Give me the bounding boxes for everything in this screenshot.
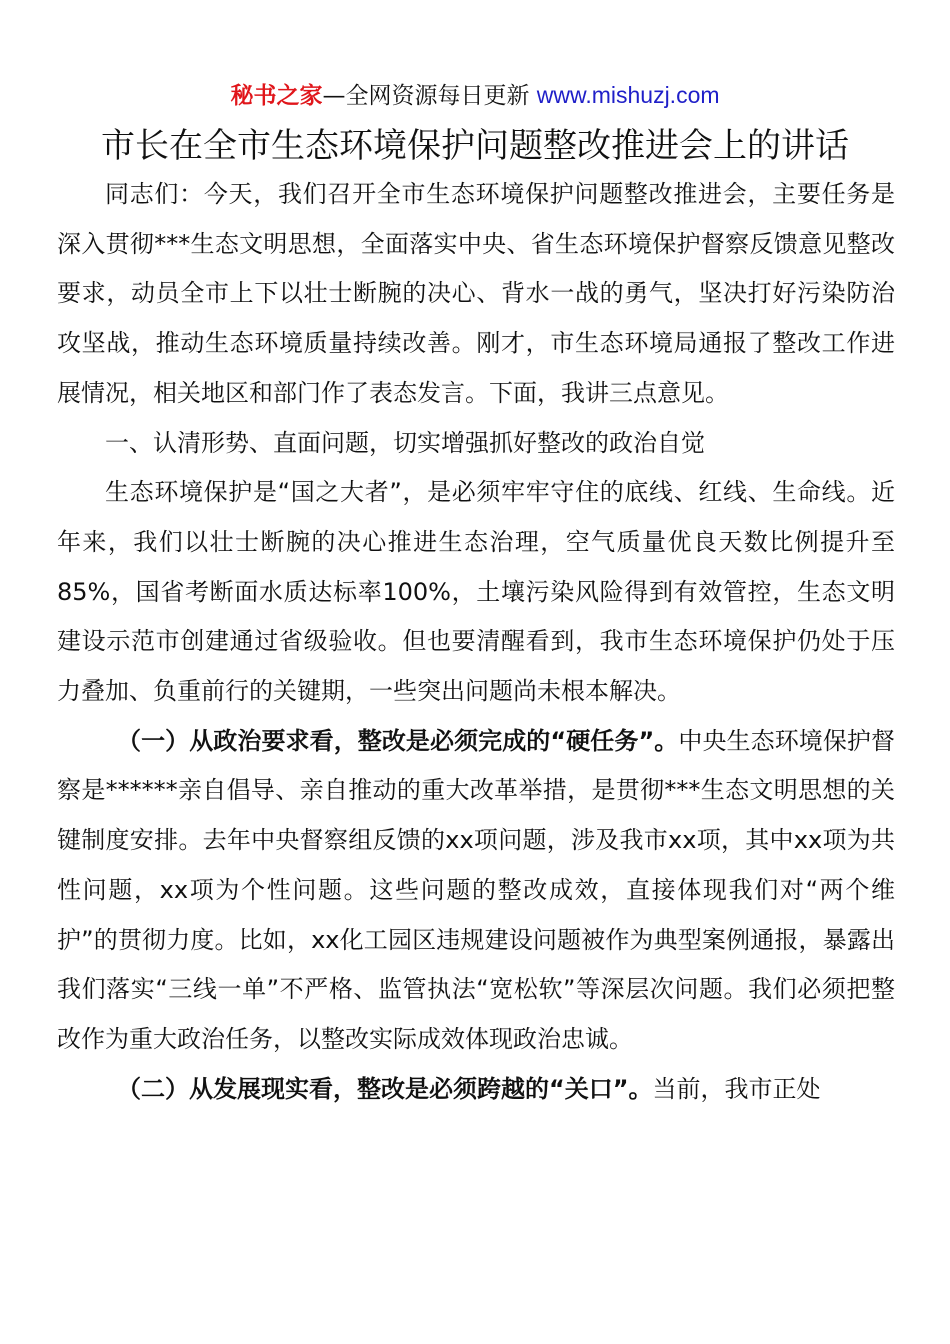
point-paragraph xyxy=(57,1065,895,1115)
point-body: 中央生态环境保护督察是******亲自倡导、亲自推动的重大改革举措，是贯彻***生态文明思想的关键制度安排。去年中央督察组反馈的xx项问题，涉及我市xx项，其中xx项为共性问题，xx项为个性问题。这些问题的整改成效，直接体现我们对“两个维护”的贯彻力度。比如，xx化工园区违规建设问题被作为典型案例通报，暴露出我们落实“三线一单”不严格、监管执法“宽松软”等深层次问题。我们必须把整改作为重大政治任务，以整改实际成效体现政治忠诚。 xyxy=(57,726,896,1053)
site-tagline: —全网资源每日更新 xyxy=(322,83,537,109)
point-body: 当前，我市正处 xyxy=(652,1074,821,1103)
site-header xyxy=(0,78,950,113)
site-brand: 秘书之家 xyxy=(230,83,323,109)
point-lead: （一）从政治要求看，整改是必须完成的“硬任务”。 xyxy=(117,726,679,755)
document-body xyxy=(57,170,895,1114)
body-paragraph: 生态环境保护是“国之大者”，是必须牢牢守住的底线、红线、生命线。近年来，我们以壮士断腕的决心推进生态治理，空气质量优良天数比例提升至85%，国省考断面水质达标率100%，土壤污染风险得到有效管控，生态文明建设示范市创建通过省级验收。但也要清醒看到，我市生态环境保护仍处于压力叠加、负重前行的关键期，一些突出问题尚未根本解决。 xyxy=(57,478,895,706)
point-paragraph xyxy=(57,717,895,1065)
opening-paragraph: 同志们：今天，我们召开全市生态环境保护问题整改推进会，主要任务是深入贯彻***生态文明思想，全面落实中央、省生态环境保护督察反馈意见整改要求，动员全市上下以壮士断腕的决心、背水一战的勇气，坚决打好污染防治攻坚战，推动生态环境质量持续改善。刚才，市生态环境局通报了整改工作进展情况，相关地区和部门作了表态发言。下面，我讲三点意见。 xyxy=(57,180,895,407)
section-heading: 一、认清形势、直面问题，切实增强抓好整改的政治自觉 xyxy=(105,428,705,457)
document-title: 市长在全市生态环境保护问题整改推进会上的讲话 xyxy=(101,126,849,166)
point-lead: （二）从发展现实看，整改是必须跨越的“关口”。 xyxy=(117,1074,653,1103)
site-url-link[interactable]: www.mishuzj.com xyxy=(536,82,720,108)
